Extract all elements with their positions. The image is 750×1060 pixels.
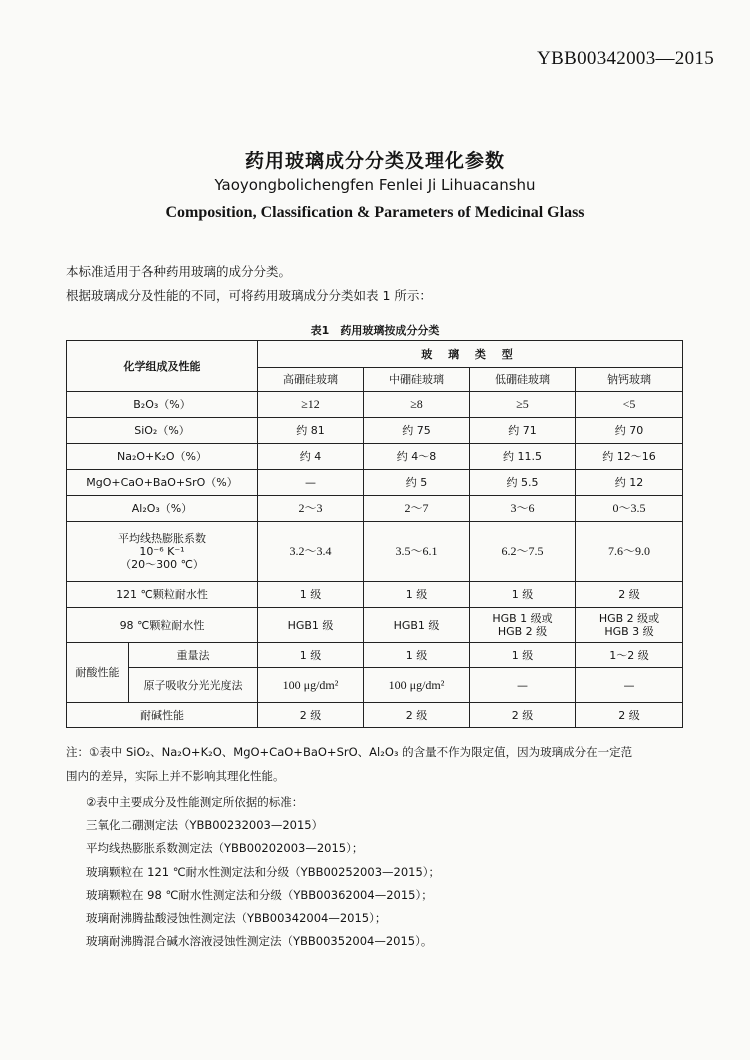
note-two: ②表中主要成分及性能测定所依据的标准： <box>86 795 304 809</box>
table-cell: 1 级 <box>364 582 470 608</box>
table-cell: ≥8 <box>364 392 470 418</box>
table-row <box>67 608 683 643</box>
table-cell: 3～6 <box>470 496 576 522</box>
table-cell: 约 12 <box>576 470 683 496</box>
table-cell: 约 75 <box>364 418 470 444</box>
table-header-row <box>67 341 683 368</box>
table-cell: 约 5.5 <box>470 470 576 496</box>
table-cell: ≥12 <box>258 392 364 418</box>
table-row <box>67 522 683 582</box>
list-item: 玻璃颗粒在 121 ℃耐水性测定法和分级（YBB00252003—2015）； <box>86 864 441 879</box>
table-cell: 7.6～9.0 <box>576 522 683 582</box>
list-item: 玻璃颗粒在 98 ℃耐水性测定法和分级（YBB00362004—2015）； <box>86 887 433 902</box>
table-row <box>67 470 683 496</box>
table-cell <box>364 608 470 643</box>
type-high-borosilicate: 高硼硅玻璃 <box>258 368 364 392</box>
table-cell: 100 μg/dm² <box>258 668 364 703</box>
standards-list <box>86 817 440 957</box>
intro-classification: 根据玻璃成分及性能的不同，可将药用玻璃成分分类如表 1 所示： <box>66 288 432 303</box>
title-chinese: 药用玻璃成分分类及理化参数 <box>244 150 505 172</box>
table-cell: 2～3 <box>258 496 364 522</box>
table-cell: 100 μg/dm² <box>364 668 470 703</box>
row-label: 121 ℃颗粒耐水性 <box>67 582 258 608</box>
table-cell: 2 级 <box>364 703 470 728</box>
table-cell: 0～3.5 <box>576 496 683 522</box>
table-row <box>67 668 683 703</box>
standard-code: YBB00342003—2015 <box>537 48 714 69</box>
row-label: 98 ℃颗粒耐水性 <box>67 608 258 643</box>
title-pinyin: Yaoyongbolichengfen Fenlei Ji Lihuacanshu <box>214 176 536 194</box>
glass-classification-table <box>66 340 683 728</box>
table-cell: — <box>470 668 576 703</box>
table-row <box>67 418 683 444</box>
table-cell: 约 4 <box>258 444 364 470</box>
header-property: 化学组成及性能 <box>67 341 258 392</box>
intro-scope: 本标准适用于各种药用玻璃的成分分类。 <box>66 264 292 279</box>
table-row <box>67 392 683 418</box>
table-cell: 2～7 <box>364 496 470 522</box>
note-one: 注：①表中 SiO₂、Na₂O+K₂O、MgO+CaO+BaO+SrO、Al₂O₃ 的含量不作为限定值，因为玻璃成分在一定范 <box>66 745 633 759</box>
table-cell: — <box>576 668 683 703</box>
table-cell <box>470 608 576 643</box>
table-cell: 1～2 级 <box>576 643 683 668</box>
list-item: 平均线热膨胀系数测定法（YBB00202003—2015）； <box>86 841 364 856</box>
table-cell: 2 级 <box>576 703 683 728</box>
row-label: Al₂O₃（%） <box>67 496 258 522</box>
table-row <box>67 496 683 522</box>
label-line: 平均线热膨胀系数 <box>118 532 206 545</box>
note-one-continued: 围内的差异，实际上并不影响其理化性能。 <box>66 769 285 783</box>
list-item: 玻璃耐沸腾混合碱水溶液浸蚀性测定法（YBB00352004—2015）。 <box>86 934 433 949</box>
row-label: 耐碱性能 <box>67 703 258 728</box>
cell-line: HGB1 级 <box>287 618 334 632</box>
row-label: Na₂O+K₂O（%） <box>67 444 258 470</box>
label-line: （20～300 ℃） <box>120 558 204 571</box>
table-cell: <5 <box>576 392 683 418</box>
table-cell: 1 级 <box>258 643 364 668</box>
list-item: 玻璃耐沸腾盐酸浸蚀性测定法（YBB00342004—2015）； <box>86 911 387 926</box>
table-cell: 3.5～6.1 <box>364 522 470 582</box>
table-cell: — <box>258 470 364 496</box>
table-cell: 1 级 <box>258 582 364 608</box>
row-label: MgO+CaO+BaO+SrO（%） <box>67 470 258 496</box>
table-cell: 约 71 <box>470 418 576 444</box>
table-cell: 3.2～3.4 <box>258 522 364 582</box>
table-cell: 6.2～7.5 <box>470 522 576 582</box>
row-label: B₂O₃（%） <box>67 392 258 418</box>
type-low-borosilicate: 低硼硅玻璃 <box>470 368 576 392</box>
table-cell: 1 级 <box>470 582 576 608</box>
cell-line: HGB 2 级 <box>497 625 548 638</box>
table-cell: 2 级 <box>470 703 576 728</box>
table-cell: 约 4～8 <box>364 444 470 470</box>
table-cell: 1 级 <box>364 643 470 668</box>
row-label: 原子吸收分光光度法 <box>129 668 258 703</box>
table-cell: 约 5 <box>364 470 470 496</box>
table-caption: 表1 药用玻璃按成分分类 <box>310 324 440 337</box>
type-medium-borosilicate: 中硼硅玻璃 <box>364 368 470 392</box>
acid-resistance-group-label: 耐酸性能 <box>67 643 129 703</box>
table-cell: 2 级 <box>258 703 364 728</box>
title-english: Composition, Classification & Parameters of Medicinal Glass <box>165 204 585 221</box>
table-row <box>67 444 683 470</box>
cell-line: HGB 2 级或 <box>598 612 660 625</box>
table-cell: ≥5 <box>470 392 576 418</box>
label-line: 10⁻⁶ K⁻¹ <box>139 545 185 558</box>
table-cell <box>576 608 683 643</box>
table-cell: 约 12～16 <box>576 444 683 470</box>
row-label <box>67 522 258 582</box>
cell-line: HGB 1 级或 <box>492 612 553 625</box>
table-row <box>67 643 683 668</box>
cell-line: HGB1 级 <box>393 618 440 632</box>
table-cell: 约 81 <box>258 418 364 444</box>
row-label: SiO₂（%） <box>67 418 258 444</box>
list-item: 三氧化二硼测定法（YBB00232003—2015） <box>86 818 324 832</box>
cell-line: HGB 3 级 <box>604 625 654 638</box>
table-cell <box>258 608 364 643</box>
table-cell: 约 11.5 <box>470 444 576 470</box>
row-label: 重量法 <box>129 643 258 668</box>
type-soda-lime: 钠钙玻璃 <box>576 368 683 392</box>
table-cell: 约 70 <box>576 418 683 444</box>
header-glass-type: 玻 璃 类 型 <box>258 341 683 368</box>
table-row <box>67 582 683 608</box>
table-cell: 2 级 <box>576 582 683 608</box>
table-cell: 1 级 <box>470 643 576 668</box>
table-row <box>67 703 683 728</box>
